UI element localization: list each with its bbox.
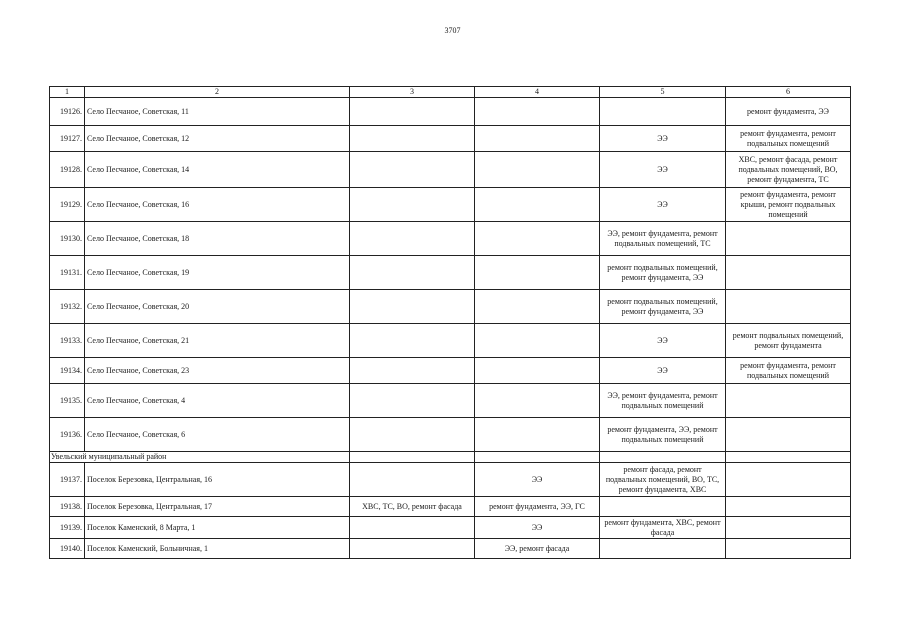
address-cell: Поселок Каменский, 8 Марта, 1 xyxy=(85,517,350,539)
work-cell-3 xyxy=(350,126,475,152)
work-cell-4 xyxy=(475,126,600,152)
work-cell-3 xyxy=(350,188,475,222)
work-cell-3 xyxy=(350,324,475,358)
work-cell-3: ХВС, ТС, ВО, ремонт фасада xyxy=(350,497,475,517)
work-cell-5: ремонт подвальных помещений, ремонт фундамента, ЭЭ xyxy=(600,256,726,290)
table-row xyxy=(50,222,851,256)
work-cell-4 xyxy=(475,256,600,290)
work-cell-6 xyxy=(726,222,851,256)
row-number: 19133. xyxy=(50,324,85,358)
address-cell: Село Песчаное, Советская, 23 xyxy=(85,358,350,384)
page-number: 3707 xyxy=(444,26,461,35)
table-row xyxy=(50,324,851,358)
work-cell-6 xyxy=(726,290,851,324)
work-cell-6 xyxy=(726,497,851,517)
work-cell-5: ремонт подвальных помещений, ремонт фундамента, ЭЭ xyxy=(600,290,726,324)
work-cell-5: ЭЭ xyxy=(600,324,726,358)
work-cell-6 xyxy=(726,463,851,497)
work-cell-6 xyxy=(726,539,851,559)
column-number-row xyxy=(50,87,851,98)
work-cell-6 xyxy=(726,418,851,452)
work-cell-3 xyxy=(350,418,475,452)
table-row xyxy=(50,517,851,539)
work-cell-4: ЭЭ xyxy=(475,517,600,539)
table-row xyxy=(50,384,851,418)
work-cell-6 xyxy=(726,256,851,290)
work-cell-4 xyxy=(475,222,600,256)
address-cell: Поселок Березовка, Центральная, 17 xyxy=(85,497,350,517)
row-number: 19131. xyxy=(50,256,85,290)
address-cell: Село Песчаное, Советская, 4 xyxy=(85,384,350,418)
work-cell-6: ремонт фундамента, ЭЭ xyxy=(726,98,851,126)
work-cell-6: ремонт подвальных помещений, ремонт фундамента xyxy=(726,324,851,358)
row-number: 19136. xyxy=(50,418,85,452)
work-cell-4 xyxy=(475,152,600,188)
work-cell-3 xyxy=(350,98,475,126)
address-cell: Село Песчаное, Советская, 11 xyxy=(85,98,350,126)
column-header: 1 xyxy=(50,87,85,98)
column-header: 2 xyxy=(85,87,350,98)
empty-cell xyxy=(726,452,851,463)
empty-cell xyxy=(600,452,726,463)
work-cell-5 xyxy=(600,98,726,126)
column-header: 4 xyxy=(475,87,600,98)
work-cell-4 xyxy=(475,324,600,358)
work-cell-3 xyxy=(350,358,475,384)
column-header: 6 xyxy=(726,87,851,98)
row-number: 19130. xyxy=(50,222,85,256)
row-number: 19137. xyxy=(50,463,85,497)
address-cell: Поселок Каменский, Больничная, 1 xyxy=(85,539,350,559)
work-cell-4: ЭЭ, ремонт фасада xyxy=(475,539,600,559)
row-number: 19132. xyxy=(50,290,85,324)
address-cell: Село Песчаное, Советская, 14 xyxy=(85,152,350,188)
table-row xyxy=(50,256,851,290)
table-row xyxy=(50,126,851,152)
column-header: 5 xyxy=(600,87,726,98)
work-cell-6 xyxy=(726,384,851,418)
work-cell-4 xyxy=(475,358,600,384)
table-row xyxy=(50,418,851,452)
row-number: 19126. xyxy=(50,98,85,126)
table-row xyxy=(50,98,851,126)
work-cell-4 xyxy=(475,98,600,126)
work-cell-5 xyxy=(600,539,726,559)
work-cell-6 xyxy=(726,517,851,539)
work-cell-3 xyxy=(350,384,475,418)
address-cell: Село Песчаное, Советская, 19 xyxy=(85,256,350,290)
row-number: 19140. xyxy=(50,539,85,559)
work-cell-5: ремонт фундамента, ЭЭ, ремонт подвальных помещений xyxy=(600,418,726,452)
work-cell-6: ремонт фундамента, ремонт подвальных помещений xyxy=(726,126,851,152)
row-number: 19139. xyxy=(50,517,85,539)
work-cell-4: ЭЭ xyxy=(475,463,600,497)
section-title: Увельский муниципальный район xyxy=(51,452,167,461)
empty-cell xyxy=(475,452,600,463)
work-cell-3 xyxy=(350,256,475,290)
work-cell-6: ХВС, ремонт фасада, ремонт подвальных помещений, ВО, ремонт фундамента, ТС xyxy=(726,152,851,188)
work-cell-3 xyxy=(350,290,475,324)
table-row xyxy=(50,188,851,222)
table-row xyxy=(50,290,851,324)
empty-cell xyxy=(350,452,475,463)
address-cell: Село Песчаное, Советская, 21 xyxy=(85,324,350,358)
work-cell-4 xyxy=(475,384,600,418)
work-cell-5: ремонт фасада, ремонт подвальных помещений, ВО, ТС, ремонт фундамента, ХВС xyxy=(600,463,726,497)
table-row xyxy=(50,152,851,188)
work-cell-6: ремонт фундамента, ремонт крыши, ремонт подвальных помещений xyxy=(726,188,851,222)
work-cell-5: ЭЭ xyxy=(600,358,726,384)
table-row xyxy=(50,539,851,559)
work-cell-5: ремонт фундамента, ХВС, ремонт фасада xyxy=(600,517,726,539)
work-cell-3 xyxy=(350,463,475,497)
table-row xyxy=(50,358,851,384)
section-row xyxy=(50,452,851,463)
address-cell: Село Песчаное, Советская, 12 xyxy=(85,126,350,152)
work-cell-5: ЭЭ, ремонт фундамента, ремонт подвальных помещений xyxy=(600,384,726,418)
row-number: 19135. xyxy=(50,384,85,418)
address-cell: Село Песчаное, Советская, 6 xyxy=(85,418,350,452)
work-cell-6: ремонт фундамента, ремонт подвальных помещений xyxy=(726,358,851,384)
work-cell-4 xyxy=(475,188,600,222)
column-header: 3 xyxy=(350,87,475,98)
work-cell-4 xyxy=(475,290,600,324)
row-number: 19127. xyxy=(50,126,85,152)
work-cell-3 xyxy=(350,517,475,539)
work-cell-5: ЭЭ, ремонт фундамента, ремонт подвальных помещений, ТС xyxy=(600,222,726,256)
work-cell-5: ЭЭ xyxy=(600,126,726,152)
table-row xyxy=(50,497,851,517)
address-cell: Село Песчаное, Советская, 20 xyxy=(85,290,350,324)
row-number: 19129. xyxy=(50,188,85,222)
work-cell-4: ремонт фундамента, ЭЭ, ГС xyxy=(475,497,600,517)
address-cell: Поселок Березовка, Центральная, 16 xyxy=(85,463,350,497)
row-number: 19128. xyxy=(50,152,85,188)
row-number: 19134. xyxy=(50,358,85,384)
work-cell-4 xyxy=(475,418,600,452)
works-table xyxy=(49,86,851,559)
work-cell-5 xyxy=(600,497,726,517)
table-row xyxy=(50,463,851,497)
row-number: 19138. xyxy=(50,497,85,517)
address-cell: Село Песчаное, Советская, 18 xyxy=(85,222,350,256)
work-cell-3 xyxy=(350,222,475,256)
work-cell-5: ЭЭ xyxy=(600,188,726,222)
work-cell-5: ЭЭ xyxy=(600,152,726,188)
work-cell-3 xyxy=(350,539,475,559)
work-cell-3 xyxy=(350,152,475,188)
address-cell: Село Песчаное, Советская, 16 xyxy=(85,188,350,222)
